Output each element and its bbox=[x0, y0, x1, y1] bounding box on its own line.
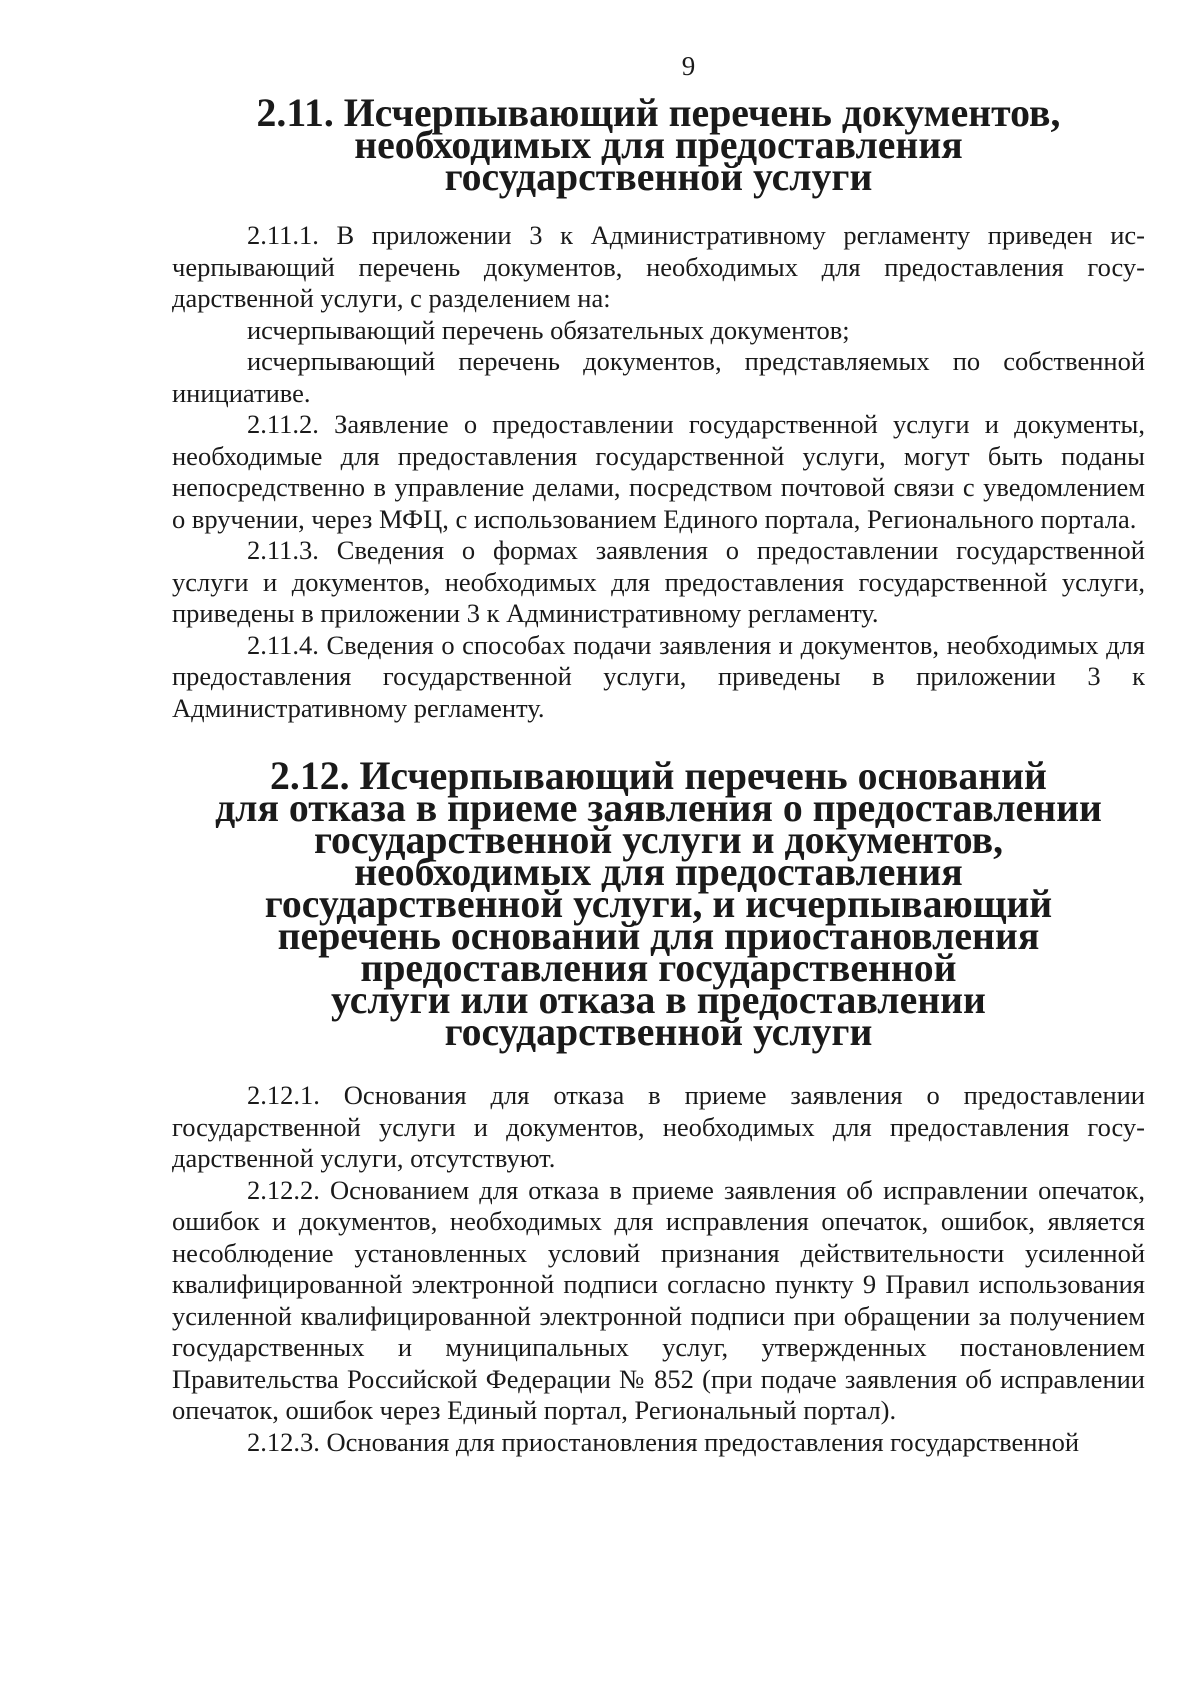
paragraph-2-12-2: 2.12.2. Основанием для отказа в приеме заявления об исправлении опечаток, ошибок и документов, необходимых для исправления опечаток, ошибок, является несоблюдение установленных условий признания действительности усиленной квалифицированной электронной подписи согласно пункту 9 Правил использования усиленной квалифицированной электронной подписи при обращении за получением государственных и муниципальных услуг, утвержденных постановлением Правительства Российской Федерации № 852 (при подаче заявления об исправлении опечаток, ошибок через Единый портал, Региональный портал). bbox=[172, 1174, 1145, 1425]
paragraph-2-11-1: 2.11.1. В приложении 3 к Административному регламенту приведен исчерпывающий перечень документов, необходимых для предоставления государственной услуги, с разделением на: bbox=[172, 220, 1145, 313]
heading-line: для отказа в приеме заявления о предоставлении bbox=[215, 786, 1102, 830]
heading-line: государственной услуги и документов, bbox=[313, 818, 1004, 862]
heading-line: перечень оснований для приостановления bbox=[277, 914, 1040, 958]
heading-line: необходимых для предоставления bbox=[354, 123, 963, 167]
heading-line: государственной услуги, и исчерпывающий bbox=[264, 882, 1053, 926]
heading-line: услуги или отказа в предоставлении bbox=[331, 978, 986, 1022]
paragraph-2-12-3: 2.12.3. Основания для приостановления предоставления государственной bbox=[247, 1426, 1080, 1457]
paragraph-2-11-3: 2.11.3. Сведения о формах заявления о предоставлении государственной услуги и документов, необходимых для предоставления государственной услуги, приведены в приложении 3 к Административному регламенту. bbox=[172, 535, 1145, 628]
heading-line: государственной услуги bbox=[444, 1010, 873, 1054]
section-heading-2-12 bbox=[172, 754, 1145, 1054]
heading-line: необходимых для предоставления bbox=[354, 850, 963, 894]
heading-line: 2.12. Исчерпывающий перечень оснований bbox=[270, 754, 1047, 798]
paragraph-list-item-mandatory: исчерпывающий перечень обязательных документов; bbox=[247, 314, 850, 345]
heading-line: предоставления государственной bbox=[360, 946, 957, 990]
heading-line: 2.11. Исчерпывающий перечень документов, bbox=[256, 91, 1061, 135]
page-number: 9 bbox=[681, 51, 696, 81]
paragraph-2-12-1: 2.12.1. Основания для отказа в приеме заявления о предоставлении государственной услуги и документов, необходимых для предоставления государственной услуги, отсутствуют. bbox=[172, 1080, 1145, 1173]
paragraph-2-11-4: 2.11.4. Сведения о способах подачи заявления и документов, необходимых для предоставления государственной услуги, приведены в приложении 3 к Административному регламенту. bbox=[172, 629, 1145, 723]
heading-line: государственной услуги bbox=[444, 155, 873, 199]
paragraph-list-item-own-initiative: исчерпывающий перечень документов, представляемых по собственной инициативе. bbox=[172, 346, 1145, 408]
paragraph-2-11-2: 2.11.2. Заявление о предоставлении государственной услуги и документы, необходимые для предоставления государственной услуги, могут быть поданы непосредственно в управление делами, посредством почтовой связи с уведомлением о вручении, через МФЦ, с использованием Единого портала, Регионального портала. bbox=[172, 409, 1145, 534]
section-heading-2-11 bbox=[172, 91, 1145, 199]
